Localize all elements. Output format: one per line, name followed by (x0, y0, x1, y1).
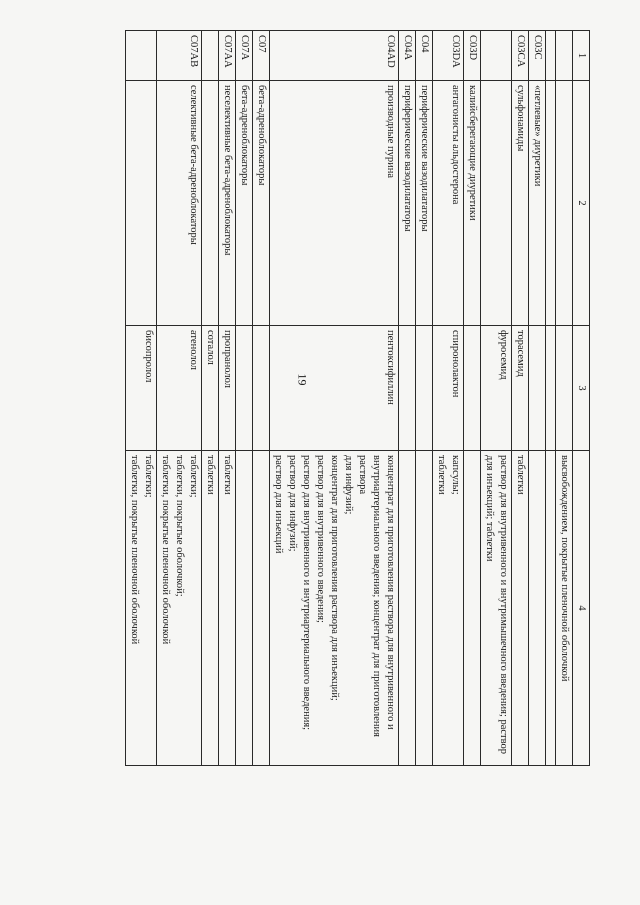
group-name: бета-адреноблокаторы (253, 81, 270, 326)
atc-code (126, 31, 157, 81)
dosage-form: таблетки; таблетки, покрытые пленочной оболочкой (126, 451, 157, 766)
dosage-form: капсулы; таблетки (433, 451, 464, 766)
group-name (126, 81, 157, 326)
dosage-form: концентрат для приготовления раствора для внутривенного и внутриартериального введения; концентрат для приготовления раствора для инфузий; концентрат для приготовления раствора для инъекций; раствор для внутривенного введения; раствор для внутривенного и внутриартериального введения; раствор для инфузий; раствор для инъекций (270, 451, 399, 766)
table-row (416, 31, 433, 766)
drug-name (464, 326, 481, 451)
table-row (202, 31, 219, 766)
drug-name: фуросемид (481, 326, 512, 451)
group-name: селективные бета-адреноблокаторы (157, 81, 202, 326)
group-name: неселективные бета-адреноблокаторы (219, 81, 236, 326)
table-row (481, 31, 512, 766)
drug-name (253, 326, 270, 451)
table-row (253, 31, 270, 766)
atc-code: C07A (236, 31, 253, 81)
table-row (126, 31, 157, 766)
table-row (556, 31, 573, 766)
group-name (202, 81, 219, 326)
table-row (157, 31, 202, 766)
table-row (236, 31, 253, 766)
dosage-form (399, 451, 416, 766)
group-name: производные пурина (270, 81, 399, 326)
dosage-form: таблетки; таблетки, покрытые оболочкой; таблетки, покрытые пленочной оболочкой (157, 451, 202, 766)
atc-code (546, 31, 556, 81)
atc-code: C07AA (219, 31, 236, 81)
atc-code (202, 31, 219, 81)
dosage-form (464, 451, 481, 766)
drug-name: спиронолактон (433, 326, 464, 451)
atc-code: C03D (464, 31, 481, 81)
rotated-sheet (110, 30, 590, 765)
atc-code (556, 31, 573, 81)
table-row (546, 31, 556, 766)
dosage-form: высвобождением, покрытые пленочной оболочкой (556, 451, 573, 766)
atc-code: C03C (529, 31, 546, 81)
dosage-form (236, 451, 253, 766)
atc-code (481, 31, 512, 81)
group-name: антагонисты альдостерона (433, 81, 464, 326)
drug-name (546, 326, 556, 451)
table-row (433, 31, 464, 766)
drug-name (399, 326, 416, 451)
header-cell: 2 (573, 81, 590, 326)
dosage-form (416, 451, 433, 766)
dosage-form: таблетки (202, 451, 219, 766)
drug-name: пентоксифиллин (270, 326, 399, 451)
group-name: периферические вазодилататоры (416, 81, 433, 326)
drug-name (236, 326, 253, 451)
drug-table (125, 30, 590, 766)
atc-code: C07AB (157, 31, 202, 81)
table-row (464, 31, 481, 766)
atc-code: C04 (416, 31, 433, 81)
group-name: калийсберегающие диуретики (464, 81, 481, 326)
header-cell: 1 (573, 31, 590, 81)
atc-code: C03DA (433, 31, 464, 81)
drug-name: бисопролол (126, 326, 157, 451)
group-name: сульфонамиды (512, 81, 529, 326)
drug-name: соталол (202, 326, 219, 451)
group-name: периферические вазодилататоры (399, 81, 416, 326)
dosage-form (546, 451, 556, 766)
page-number: 19 (295, 373, 310, 386)
group-name: «петлевые» диуретики (529, 81, 546, 326)
drug-name (416, 326, 433, 451)
dosage-form: таблетки (219, 451, 236, 766)
dosage-form (529, 451, 546, 766)
drug-name: торасемид (512, 326, 529, 451)
drug-name (529, 326, 546, 451)
atc-code: C04AD (270, 31, 399, 81)
drug-name (556, 326, 573, 451)
table-row (512, 31, 529, 766)
atc-code: C07 (253, 31, 270, 81)
group-name: бета-адреноблокаторы (236, 81, 253, 326)
table-row (529, 31, 546, 766)
dosage-form (253, 451, 270, 766)
atc-code: C04A (399, 31, 416, 81)
group-name (546, 81, 556, 326)
table-row (219, 31, 236, 766)
header-row (573, 31, 590, 766)
table-row (399, 31, 416, 766)
header-cell: 3 (573, 326, 590, 451)
dosage-form: таблетки (512, 451, 529, 766)
group-name (556, 81, 573, 326)
drug-name: пропранолол (219, 326, 236, 451)
dosage-form: раствор для внутривенного и внутримышечного введения; раствор для инъекций; таблетки (481, 451, 512, 766)
header-cell: 4 (573, 451, 590, 766)
group-name (481, 81, 512, 326)
table-row (270, 31, 399, 766)
atc-code: C03CA (512, 31, 529, 81)
drug-name: атенолол (157, 326, 202, 451)
